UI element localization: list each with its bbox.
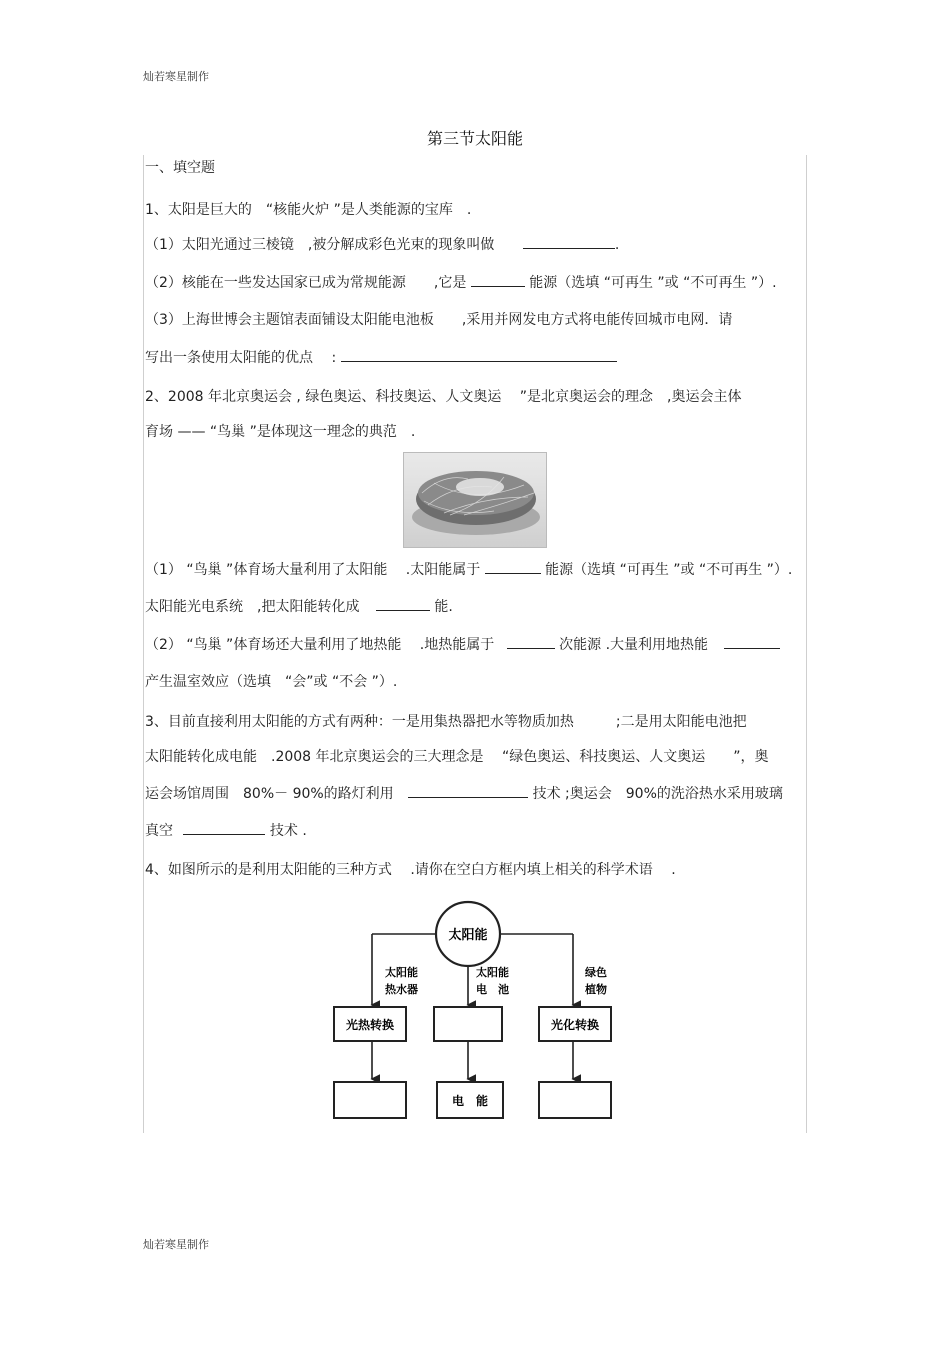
answer-blank[interactable] <box>507 634 555 649</box>
q1-part2-text: （2）核能在一些发达国家已成为常规能源 ,它是 <box>145 275 467 291</box>
q2-part1d-text: 能. <box>434 599 453 615</box>
q2-part1-text: （1） “鸟巢 ”体育场大量利用了太阳能 .太阳能属于 <box>145 562 481 578</box>
q2-part2-cont: 产生温室效应（选填 “会”或 “不会 ”）. <box>145 674 398 690</box>
q1-part2-tail: 能源（选填 “可再生 ”或 “不可再生 ”）. <box>529 275 777 291</box>
q1-part1-text: （1）太阳光通过三棱镜 ,被分解成彩色光束的现象叫做 <box>145 237 495 253</box>
right-branch-label-2: 植物 <box>585 983 607 996</box>
q1-part2 <box>145 272 777 292</box>
q4-stem: 4、如图所示的是利用太阳能的三种方式 .请你在空白方框内填上相关的科学术语 . <box>145 862 676 878</box>
q2-part2-text: （2） “鸟巢 ”体育场还大量利用了地热能 .地热能属于 <box>145 637 495 653</box>
left-branch-label-2: 热水器 <box>385 983 418 996</box>
q1-part3-cont <box>145 347 617 367</box>
answer-blank[interactable] <box>183 820 265 835</box>
q3-line3-text: 运会场馆周围 80%－ 90%的路灯利用 <box>145 786 394 802</box>
answer-blank[interactable] <box>408 783 528 798</box>
q1-part3: （3）上海世博会主题馆表面铺设太阳能电池板 ,采用并网发电方式将电能传回城市电网．请 <box>145 312 733 328</box>
left-branch-label-1: 太阳能 <box>385 966 418 979</box>
photochemical-label: 光化转换 <box>550 1018 600 1032</box>
q2-part1-cont <box>145 596 453 616</box>
mid-branch-label-1: 太阳能 <box>476 966 509 979</box>
blank-box-bottom-right <box>539 1082 611 1118</box>
section-heading: 一、填空题 <box>145 160 215 176</box>
right-branch-label-1: 绿色 <box>585 966 607 979</box>
sun-energy-label: 太阳能 <box>448 928 488 943</box>
page-footer: 灿若寒星制作 <box>143 1238 209 1251</box>
bird-nest-stadium-photo <box>403 452 547 548</box>
q2-part1-tail: 能源（选填 “可再生 ”或 “不可再生 ”）. <box>545 562 793 578</box>
q3-line4-text: 真空 <box>145 823 173 839</box>
q1-stem: 1、太阳是巨大的 “核能火炉 ”是人类能源的宝库 . <box>145 202 472 218</box>
answer-blank[interactable] <box>341 347 617 362</box>
page-title: 第三节太阳能 <box>426 129 523 148</box>
blank-box-bottom-left <box>334 1082 406 1118</box>
frame-left-border <box>143 155 144 1133</box>
answer-blank[interactable] <box>376 596 430 611</box>
q3-line1: 3、目前直接利用太阳能的方式有两种：一是用集热器把水等物质加热 ;二是用太阳能电池把 <box>145 714 747 730</box>
q3-line4 <box>145 820 307 840</box>
q3-line2: 太阳能转化成电能 .2008 年北京奥运会的三大理念是 “绿色奥运、科技奥运、人文奥运 ”，奥 <box>145 749 769 765</box>
q3-line3-tail: 技术 ;奥运会 90%的洗浴热水采用玻璃 <box>532 786 783 802</box>
q1-part3-text: 写出一条使用太阳能的优点 : <box>145 350 337 366</box>
frame-right-border <box>806 155 807 1133</box>
q2-stem-line1: 2、2008 年北京奥运会 , 绿色奥运、科技奥运、人文奥运 ”是北京奥运会的理念 ,奥运会主体 <box>145 389 742 405</box>
q3-line3 <box>145 783 783 803</box>
q1-part1-end: . <box>614 237 620 253</box>
page-header: 灿若寒星制作 <box>143 70 209 83</box>
blank-box-middle <box>434 1007 502 1041</box>
q2-part2 <box>145 634 780 654</box>
electric-energy-label: 电 能 <box>451 1094 489 1108</box>
mid-branch-label-2: 电 池 <box>476 983 509 996</box>
solar-energy-diagram <box>329 897 619 1131</box>
answer-blank[interactable] <box>523 234 615 249</box>
q2-part1c-text: 太阳能光电系统 ,把太阳能转化成 <box>145 599 360 615</box>
q2-part2-mid: 次能源 .大量利用地热能 <box>559 637 709 653</box>
answer-blank[interactable] <box>485 559 541 574</box>
answer-blank[interactable] <box>471 272 525 287</box>
photothermal-label: 光热转换 <box>345 1018 395 1032</box>
answer-blank[interactable] <box>724 634 780 649</box>
q3-line4-tail: 技术 . <box>269 823 307 839</box>
q2-part1 <box>145 559 792 579</box>
q2-stem-line2: 育场 —— “鸟巢 ”是体现这一理念的典范 . <box>145 424 416 440</box>
q1-part1 <box>145 234 619 254</box>
